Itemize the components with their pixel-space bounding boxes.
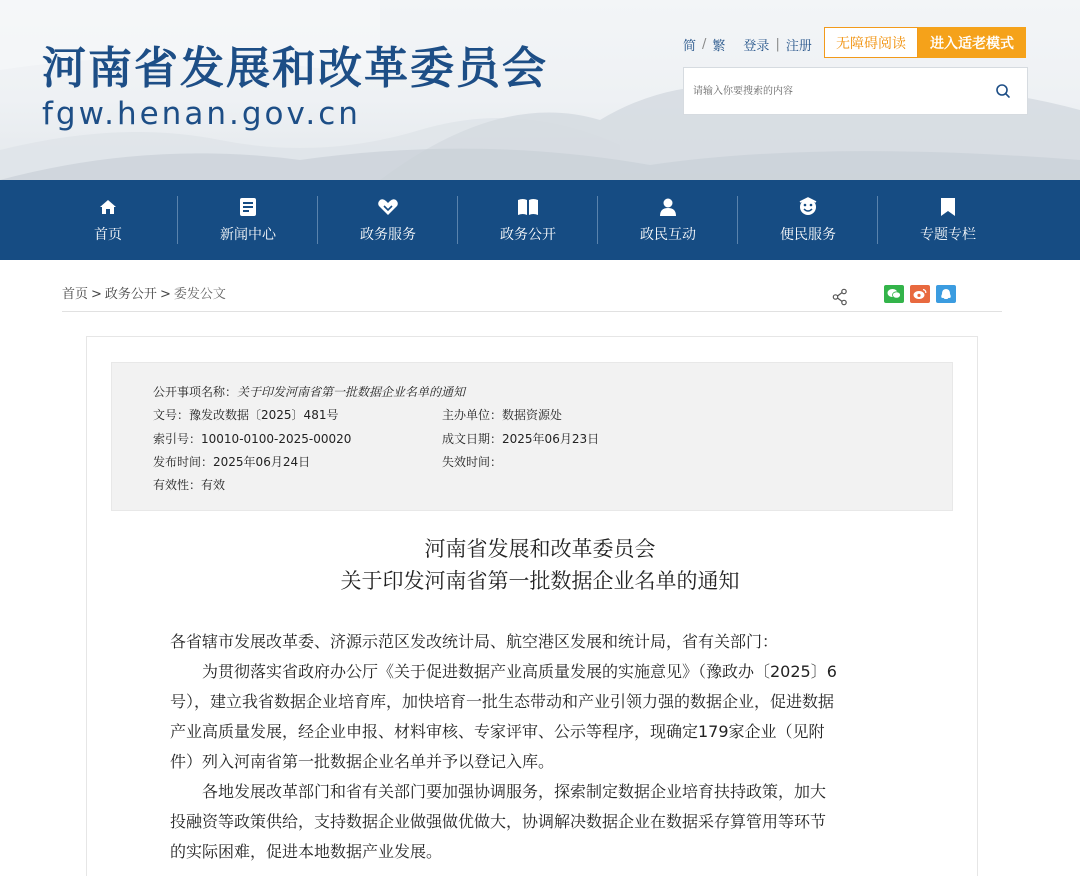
- meta-value: 2025年06月23日: [502, 432, 600, 446]
- paragraph-line: 各地发展改革部门和省有关部门要加强协调服务，探索制定数据企业培育扶持政策，加大: [202, 782, 827, 801]
- meta-value: 豫发改数据〔2025〕481号: [189, 408, 339, 422]
- user-icon: [658, 197, 678, 217]
- breadcrumb-current[interactable]: 委发公文: [173, 287, 226, 302]
- open-book-icon: [517, 198, 539, 216]
- search-button[interactable]: [979, 68, 1027, 114]
- nav-label: 专题专栏: [920, 227, 976, 243]
- nav-label: 首页: [94, 227, 122, 243]
- breadcrumb-separator: >: [91, 287, 102, 302]
- wechat-share-icon[interactable]: [884, 285, 904, 303]
- document-body: [170, 627, 890, 867]
- meta-publish-time: [153, 453, 310, 470]
- register-link[interactable]: 注册: [785, 39, 812, 54]
- meta-label: 索引号：: [153, 432, 202, 446]
- document-title-line2: 关于印发河南省第一批数据企业名单的通知: [340, 569, 740, 593]
- site-domain: fgw.henan.gov.cn: [42, 96, 361, 132]
- nav-item-special[interactable]: [878, 180, 1018, 260]
- paragraph-line: 的实际困难，促进本地数据产业发展。: [170, 842, 443, 861]
- meta-validity: [153, 476, 225, 493]
- nav-label: 政务服务: [360, 227, 416, 243]
- nav-item-convenience[interactable]: [738, 180, 878, 260]
- breadcrumb-gov-open[interactable]: 政务公开: [104, 287, 157, 302]
- nav-item-gov-open[interactable]: [458, 180, 598, 260]
- document-title-line1: 河南省发展和改革委员会: [424, 537, 656, 561]
- meta-label: 文号：: [153, 408, 190, 422]
- breadcrumb-home[interactable]: 首页: [62, 287, 89, 302]
- traditional-link[interactable]: 繁: [712, 39, 726, 54]
- qq-share-icon[interactable]: [936, 285, 956, 303]
- meta-label: 失效时间：: [442, 455, 503, 469]
- meta-host-unit: [442, 406, 562, 423]
- nav-item-news[interactable]: [178, 180, 318, 260]
- document-meta-box: [111, 362, 953, 511]
- meta-value: 10010-0100-2025-00020: [201, 432, 352, 446]
- paragraph-line: 投融资等政策供给，支持数据企业做强做优做大，协调解决数据企业在数据采存算管用等环节: [170, 812, 827, 831]
- paragraph-line: 件）列入河南省第一批数据企业名单并予以登记入库。: [170, 752, 555, 771]
- top-links: [683, 35, 812, 54]
- meta-label: 有效性：: [153, 478, 202, 492]
- meta-value: 有效: [201, 478, 226, 492]
- nav-label: 政民互动: [640, 227, 696, 243]
- paragraph-line: 产业高质量发展，经企业申报、材料审核、专家评审、公示等程序，现确定179家企业（见附: [170, 722, 825, 741]
- service-icon: [798, 197, 818, 217]
- meta-doc-no: [153, 406, 338, 423]
- share-icon[interactable]: [832, 288, 848, 306]
- nav-item-gov-service[interactable]: [318, 180, 458, 260]
- breadcrumb: [62, 283, 226, 302]
- search-icon: [995, 83, 1011, 99]
- paragraph-line: 号），建立我省数据企业培育库，加快培育一批生态带动和产业引领力强的数据企业，促进数据: [170, 692, 835, 711]
- login-link[interactable]: 登录: [743, 39, 770, 54]
- news-icon: [239, 197, 257, 217]
- nav-item-home[interactable]: [38, 180, 178, 260]
- meta-index-no: [153, 430, 351, 447]
- main-nav: [0, 180, 1080, 260]
- simplified-link[interactable]: 简: [683, 39, 697, 54]
- meta-expire-time: [442, 453, 502, 470]
- meta-value: 2025年06月24日: [213, 455, 311, 469]
- meta-item-name: [153, 383, 465, 400]
- nav-item-interaction[interactable]: [598, 180, 738, 260]
- breadcrumb-separator: >: [159, 287, 171, 302]
- nav-label: 新闻中心: [220, 227, 276, 243]
- search-input[interactable]: [684, 68, 979, 114]
- accessible-reading-button[interactable]: 无障碍阅读: [824, 27, 918, 58]
- bookmark-icon: [940, 197, 956, 217]
- search-box: [683, 67, 1028, 115]
- paragraph-line: 为贯彻落实省政府办公厅《关于促进数据产业高质量发展的实施意见》（豫政办〔2025〕6: [202, 662, 837, 681]
- nav-label: 政务公开: [500, 227, 556, 243]
- home-icon: [98, 197, 118, 217]
- salutation: 各省辖市发展改革委、济源示范区发改统计局、航空港区发展和统计局，省有关部门：: [170, 632, 779, 651]
- site-header: [0, 0, 1080, 180]
- meta-label: 成文日期：: [442, 432, 503, 446]
- site-title[interactable]: 河南省发展和改革委员会: [42, 43, 548, 94]
- link-separator: |: [775, 37, 780, 52]
- meta-label: 发布时间：: [153, 455, 214, 469]
- elder-mode-button[interactable]: 进入适老模式: [918, 27, 1026, 58]
- meta-value: 数据资源处: [502, 408, 563, 422]
- breadcrumb-divider: [62, 311, 1002, 312]
- meta-value: 关于印发河南省第一批数据企业名单的通知: [237, 385, 466, 399]
- nav-label: 便民服务: [780, 227, 836, 243]
- link-separator: /: [702, 37, 707, 52]
- meta-label: 公开事项名称：: [153, 385, 238, 399]
- meta-label: 主办单位：: [442, 408, 503, 422]
- weibo-share-icon[interactable]: [910, 285, 930, 303]
- meta-written-date: [442, 430, 599, 447]
- handshake-icon: [377, 197, 399, 217]
